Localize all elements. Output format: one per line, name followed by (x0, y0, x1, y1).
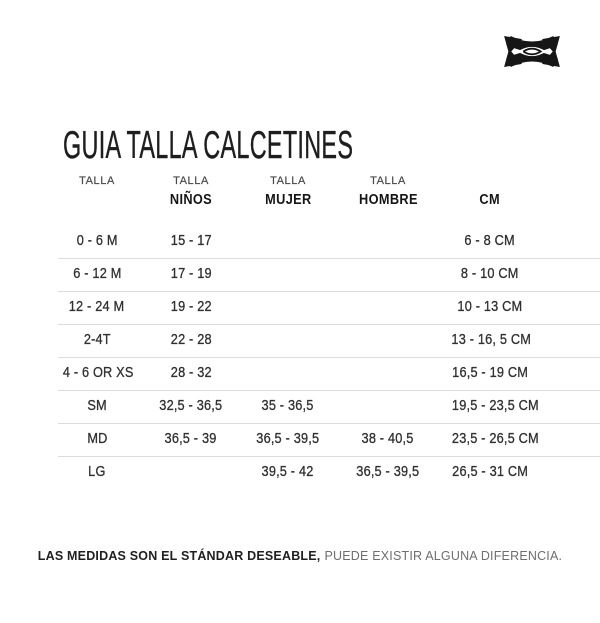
cell-mujer (246, 259, 330, 291)
table-row (58, 358, 600, 391)
cell-cm: 23,5 - 26,5 CM (451, 431, 539, 447)
cell-talla: 12 - 24 M (69, 299, 125, 315)
cell-hombre (330, 325, 446, 357)
cell-cm: 6 - 8 CM (464, 233, 516, 249)
cell-mujer (246, 226, 330, 258)
table-row (58, 391, 600, 424)
cell-ninos: 17 - 19 (170, 266, 212, 282)
cell-hombre (330, 358, 446, 390)
cell-mujer: 36,5 - 39,5 (256, 431, 320, 447)
cell-ninos: 22 - 28 (170, 332, 212, 348)
cell-cm: 10 - 13 CM (457, 299, 523, 315)
cell-mujer: 35 - 36,5 (262, 398, 314, 414)
cell-talla: 4 - 6 OR XS (62, 365, 134, 381)
header-hombre-sub: HOMBRE (358, 192, 418, 208)
header-hombre (330, 172, 446, 226)
header-ninos-label: TALLA (173, 175, 209, 187)
header-cm-label (446, 172, 534, 190)
cell-cm: 19,5 - 23,5 CM (451, 398, 539, 414)
cell-ninos: 19 - 22 (170, 299, 212, 315)
header-talla (58, 172, 136, 226)
cell-cm: 16,5 - 19 CM (452, 365, 528, 381)
disclaimer-light: PUEDE EXISTIR ALGUNA DIFERENCIA. (324, 549, 563, 563)
header-talla-label: TALLA (79, 175, 115, 187)
cell-talla: LG (88, 464, 106, 480)
cell-hombre (330, 391, 446, 423)
header-cm-sub: CM (479, 192, 501, 208)
disclaimer-bold: LAS MEDIDAS SON EL STÁNDAR DESEABLE, (37, 549, 321, 563)
cell-hombre (330, 292, 446, 324)
cell-cm: 13 - 16, 5 CM (451, 332, 532, 348)
header-mujer-sub: MUJER (264, 192, 312, 208)
table-row (58, 325, 600, 358)
table-row (58, 457, 600, 489)
cell-talla: 2-4T (83, 332, 111, 348)
cell-hombre: 38 - 40,5 (362, 431, 414, 447)
table-header-row (58, 172, 600, 226)
cell-talla: MD (86, 431, 108, 447)
cell-hombre: 36,5 - 39,5 (356, 464, 420, 480)
disclaimer (0, 546, 600, 566)
cell-ninos: 32,5 - 36,5 (159, 398, 223, 414)
cell-talla: 0 - 6 M (76, 233, 118, 249)
table-row (58, 292, 600, 325)
cell-ninos: 15 - 17 (170, 233, 212, 249)
cell-mujer (246, 292, 330, 324)
header-ninos-sub: NIÑOS (169, 192, 213, 208)
under-armour-logo-icon (501, 30, 563, 73)
size-table (58, 172, 600, 489)
cell-talla: SM (87, 398, 107, 414)
header-hombre-label: TALLA (370, 175, 406, 187)
cell-ninos (136, 457, 246, 489)
cell-hombre (330, 226, 446, 258)
page-title: GUIA TALLA CALCETINES (63, 124, 354, 168)
cell-ninos: 36,5 - 39 (165, 431, 217, 447)
header-cm (446, 172, 534, 226)
cell-ninos: 28 - 32 (170, 365, 212, 381)
cell-talla: 6 - 12 M (72, 266, 122, 282)
cell-mujer (246, 325, 330, 357)
cell-hombre (330, 259, 446, 291)
cell-cm: 26,5 - 31 CM (452, 464, 528, 480)
header-mujer (246, 172, 330, 226)
header-mujer-label: TALLA (270, 175, 306, 187)
table-row (58, 424, 600, 457)
header-ninos (136, 172, 246, 226)
cell-mujer: 39,5 - 42 (262, 464, 314, 480)
table-row (58, 226, 600, 259)
cell-cm: 8 - 10 CM (461, 266, 519, 282)
cell-mujer (246, 358, 330, 390)
table-row (58, 259, 600, 292)
